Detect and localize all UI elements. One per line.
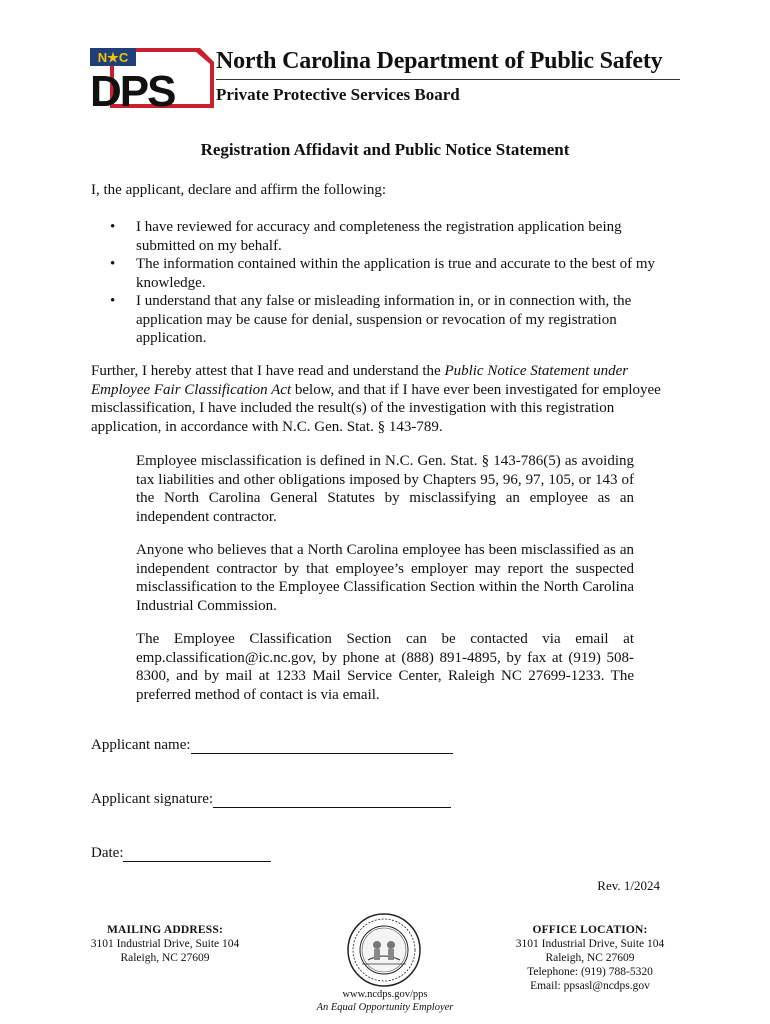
applicant-signature-label: Applicant signature: [91, 791, 214, 807]
eoe-statement: An Equal Opportunity Employer [316, 1002, 454, 1013]
notice-paragraph-definition: Employee misclassification is defined in N.C. Gen. Stat. § 143-786(5) as avoiding tax liabilities and other obligations imposed by Chapters 95, 96, 97, 105, or 143 of the North Carolina General Statutes by misclassifying an employee as an independent contractor. [136, 453, 634, 525]
notice-paragraph-reporting: Anyone who believes that a North Carolina employee has been misclassified as an independent contractor by that employee’s employer may report the suspected misclassification to the Employee Classification Section within the North Carolina Industrial Commission. [136, 542, 634, 614]
header-divider [216, 79, 680, 80]
date-field [91, 845, 271, 862]
revision-label: Rev. 1/2024 [597, 878, 660, 893]
form-title: Registration Affidavit and Public Notice Statement [200, 140, 570, 159]
affirmation-list [110, 218, 670, 348]
list-item: • I understand that any false or misleading information in, or in connection with, the application may be cause for denial, suspension or revocation of my registration application. [110, 293, 632, 346]
ncdps-logo [88, 46, 218, 112]
mailing-line1: 3101 Industrial Drive, Suite 104 [90, 938, 240, 950]
state-seal-icon [346, 912, 422, 988]
attestation-paragraph: Further, I hereby attest that I have read and understand the Public Notice Statement under Employee Fair Classification Act below, and that if I have ever been investigated for employee misclassification, I have included the result(s) of the investigation with this registration application, in accordance with N.C. Gen. Stat. § 143-789. [91, 363, 661, 435]
list-item: • The information contained within the application is true and accurate to the best of my knowledge. [110, 256, 656, 291]
list-item: • I have reviewed for accuracy and completeness the registration application being submitted on my behalf. [110, 219, 622, 254]
applicant-name-field [91, 737, 453, 754]
office-line1: 3101 Industrial Drive, Suite 104 [515, 938, 665, 950]
mailing-address [60, 923, 270, 965]
mailing-heading: MAILING ADDRESS: [107, 924, 223, 936]
office-line2: Raleigh, NC 27609 [545, 952, 635, 964]
website-link[interactable]: www.ncdps.gov/pps [342, 989, 428, 1000]
bullet-icon: • [110, 219, 116, 235]
bullet-icon: • [110, 293, 116, 309]
logo-letters: DPS [90, 67, 175, 112]
intro-text: I, the applicant, declare and affirm the following: [91, 182, 387, 198]
logo-badge-text: N★C [97, 50, 129, 65]
date-input[interactable] [123, 847, 271, 862]
bullet-icon: • [110, 256, 116, 272]
applicant-name-input[interactable] [191, 739, 453, 754]
applicant-name-label: Applicant name: [91, 737, 191, 753]
office-email: Email: ppsasl@ncdps.gov [530, 980, 650, 992]
notice-paragraph-contact: The Employee Classification Section can be contacted via email at emp.classification@ic.nc.gov, by phone at (888) 891-4895, by fax at (919) 508-8300, and by mail at 1233 Mail Service Center, Raleigh NC 27699-1233. The preferred method of contact is via email. [136, 631, 634, 703]
date-label: Date: [91, 845, 124, 861]
office-telephone: Telephone: (919) 788-5320 [527, 966, 653, 978]
applicant-signature-field [91, 791, 451, 808]
agency-name: North Carolina Department of Public Safety [216, 48, 663, 74]
mailing-line2: Raleigh, NC 27609 [120, 952, 210, 964]
office-heading: OFFICE LOCATION: [532, 924, 648, 936]
applicant-signature-input[interactable] [213, 793, 451, 808]
office-location [490, 923, 690, 993]
footer-web-block [285, 988, 485, 1014]
notice-statement-reference: Public Notice Statement under Employee Fair Classification Act [91, 363, 629, 398]
board-name: Private Protective Services Board [216, 85, 460, 104]
